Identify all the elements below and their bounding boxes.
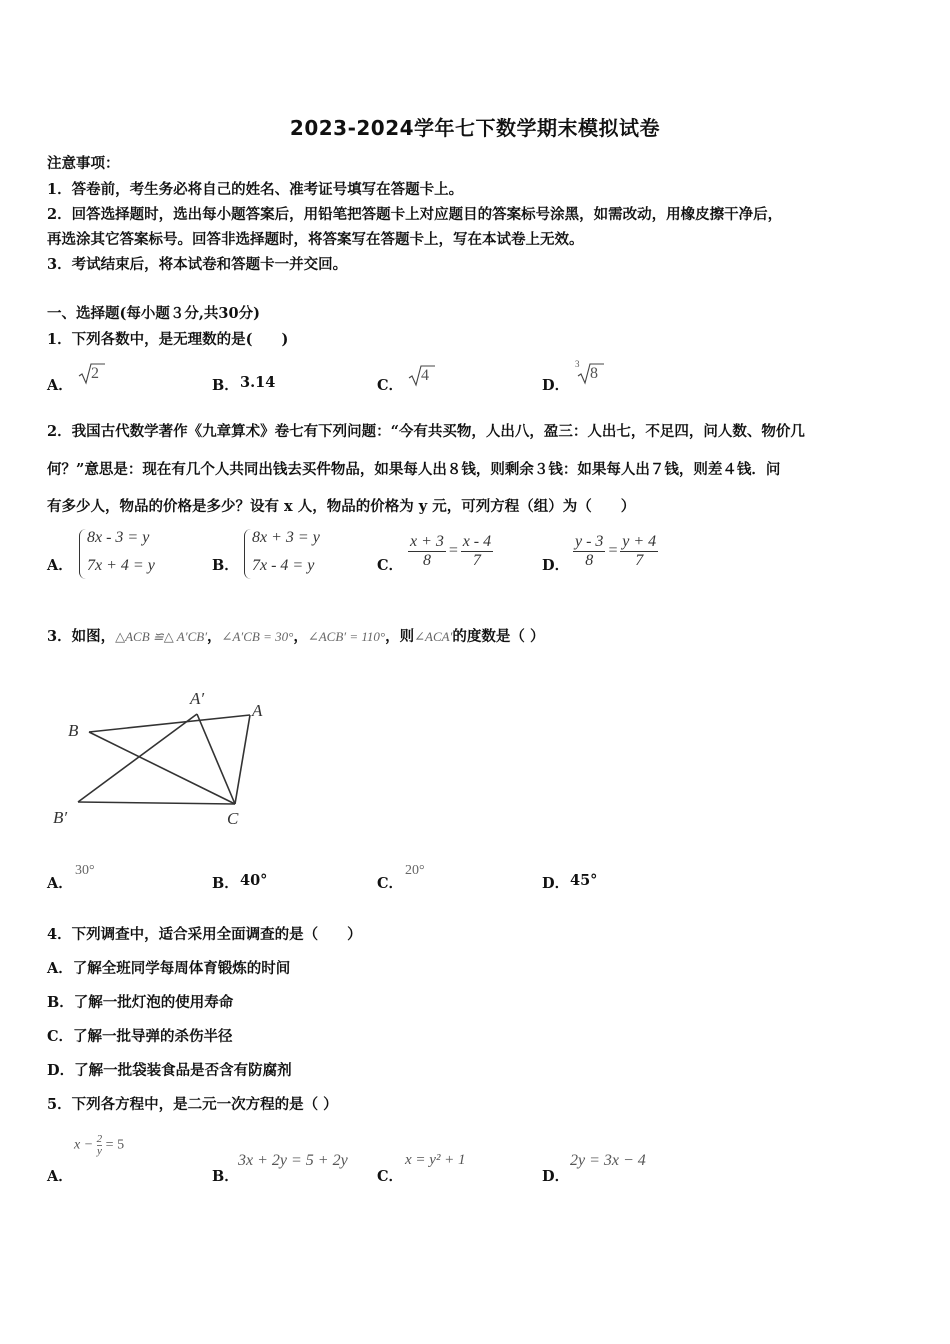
segment-BA: [89, 715, 250, 732]
q2-line: 何？”意思是：现在有几个人共同出钱去买件物品，如果每人出８钱，则剩余３钱：如果每人出７钱，则差４钱．问: [47, 461, 781, 478]
q3-option-d-value: 45°: [570, 872, 598, 889]
segment-BpC: [78, 802, 235, 804]
q1-option-b-value: 3.14: [240, 374, 276, 391]
notice-item: 3．考试结束后，将本试卷和答题卡一并交回。: [47, 256, 348, 273]
notice-heading: 注意事项：: [47, 155, 120, 172]
notice-item: 1．答卷前，考生务必将自己的姓名、准考证号填写在答题卡上。: [47, 181, 464, 198]
vertex-label-Bprime: B′: [53, 808, 68, 827]
q3-target-angle: ∠ACA′: [414, 629, 453, 644]
q1-option-c-label: C．: [377, 377, 404, 394]
q3-triangle-figure: [45, 680, 285, 830]
q3-option-a-value: 30°: [75, 863, 95, 878]
q5-option-d-expr: 2y = 3x − 4: [570, 1152, 646, 1169]
vertex-label-A: A: [252, 701, 263, 720]
q2-option-a-eq1: 8x - 3 = y: [87, 529, 150, 546]
q2-d-left-denominator: 8: [573, 551, 605, 570]
q5-a-post: = 5: [105, 1137, 125, 1153]
q4-option-b: B．了解一批灯泡的使用寿命: [47, 994, 234, 1011]
q3-condition-angle2: ∠ACB′ = 110°: [307, 629, 386, 644]
q3-sep: ，: [207, 628, 222, 645]
q3-option-c-value: 20°: [405, 863, 425, 878]
q2-c-left-numerator: x + 3: [410, 533, 444, 550]
q2-line: 有多少人，物品的价格是多少？设有 x 人，物品的价格为 y 元，可列方程（组）为（ ）: [47, 498, 636, 515]
q3-condition-congruent: △ACB ≌△ A′CB′: [115, 629, 208, 644]
q4-stem: 4．下列调查中，适合采用全面调查的是（ ）: [47, 926, 362, 943]
q2-d-right-denominator: 7: [620, 551, 658, 570]
q1-stem: 1．下列各数中，是无理数的是( ): [47, 331, 289, 348]
q5-option-b-expr: 3x + 2y = 5 + 2y: [238, 1152, 348, 1169]
q3-mid: ，则: [385, 628, 415, 645]
q5-option-a-label: A．: [47, 1168, 73, 1185]
q1-option-d-radicand: 8: [590, 365, 598, 382]
q5-option-c-label: C．: [377, 1168, 404, 1185]
q2-option-b-eq2: 7x - 4 = y: [252, 557, 315, 574]
q5-option-c-expr: x = y² + 1: [405, 1152, 466, 1168]
q1-option-c-radicand: 4: [421, 367, 429, 384]
q5-stem: 5．下列各方程中，是二元一次方程的是（ ）: [47, 1096, 338, 1113]
vertex-label-Aprime: A′: [190, 689, 205, 708]
q3-stem: [47, 625, 544, 646]
q1-option-b-label: B．: [212, 377, 239, 394]
q5-a-fraction-num: 2: [96, 1133, 103, 1145]
q1-option-a-radicand: 2: [91, 365, 99, 382]
vertex-label-C: C: [227, 809, 239, 828]
q3-option-b-value: 40°: [240, 872, 268, 889]
page-title: 2023-2024学年七下数学期末模拟试卷: [289, 116, 661, 140]
notice-item: 2．回答选择题时，选出每小题答案后，用铅笔把答题卡上对应题目的答案标号涂黑，如需改动，用橡皮擦干净后，: [47, 206, 783, 223]
q5-a-pre: x −: [74, 1137, 94, 1153]
q2-d-equals: =: [607, 542, 619, 560]
q4-option-c: C．了解一批导弹的杀伤半径: [47, 1028, 233, 1045]
q3-sep: ，: [293, 628, 308, 645]
vertex-label-B: B: [68, 721, 79, 740]
q1-option-d-index: 3: [575, 359, 580, 369]
q2-d-left-numerator: y - 3: [575, 533, 604, 550]
section-heading: 一、选择题(每小题３分,共30分): [47, 305, 260, 322]
segment-AC: [235, 715, 250, 804]
notice-item: 再选涂其它答案标号。回答非选择题时，将答案写在答题卡上，写在本试卷上无效。: [47, 231, 584, 248]
q2-c-right-denominator: 7: [461, 551, 493, 570]
q5-option-b-label: B．: [212, 1168, 239, 1185]
q2-line: 2．我国古代数学著作《九章算术》卷七有下列问题：“今有共买物，人出八，盈三：人出七，不足四，问人数、物价几: [47, 423, 805, 440]
q2-c-left-denominator: 8: [408, 551, 446, 570]
q2-option-d-label: D．: [542, 557, 570, 574]
q2-option-d-math: [573, 533, 658, 570]
brace-icon: [244, 529, 251, 579]
q2-option-c-label: C．: [377, 557, 404, 574]
q3-option-a-label: A．: [47, 875, 73, 892]
brace-icon: [79, 529, 86, 579]
q2-option-c-math: [408, 533, 493, 570]
q3-suffix: 的度数是（ ）: [452, 628, 545, 645]
q2-c-right-numerator: x - 4: [462, 533, 492, 550]
q5-option-a-math: [74, 1134, 124, 1157]
q4-option-d: D．了解一批袋装食品是否含有防腐剂: [47, 1062, 292, 1079]
q2-d-right-numerator: y + 4: [622, 533, 657, 550]
q2-option-a-eq2: 7x + 4 = y: [87, 557, 155, 574]
q2-option-b-label: B．: [212, 557, 239, 574]
q5-option-d-label: D．: [542, 1168, 570, 1185]
segment-ApC: [197, 714, 235, 804]
q3-option-d-label: D．: [542, 875, 570, 892]
q1-option-a-label: A．: [47, 377, 73, 394]
q3-option-c-label: C．: [377, 875, 404, 892]
q2-c-equals: =: [447, 542, 459, 560]
q3-condition-angle1: ∠A′CB = 30°: [221, 629, 294, 644]
q2-option-a-label: A．: [47, 557, 73, 574]
q2-option-b-eq1: 8x + 3 = y: [252, 529, 320, 546]
q3-option-b-label: B．: [212, 875, 239, 892]
q3-prefix: 3．如图，: [47, 628, 116, 645]
segment-BC: [89, 732, 235, 804]
q1-option-d-label: D．: [542, 377, 570, 394]
q4-option-a: A．了解全班同学每周体育锻炼的时间: [47, 960, 291, 977]
q5-a-fraction-den: y: [96, 1145, 102, 1157]
